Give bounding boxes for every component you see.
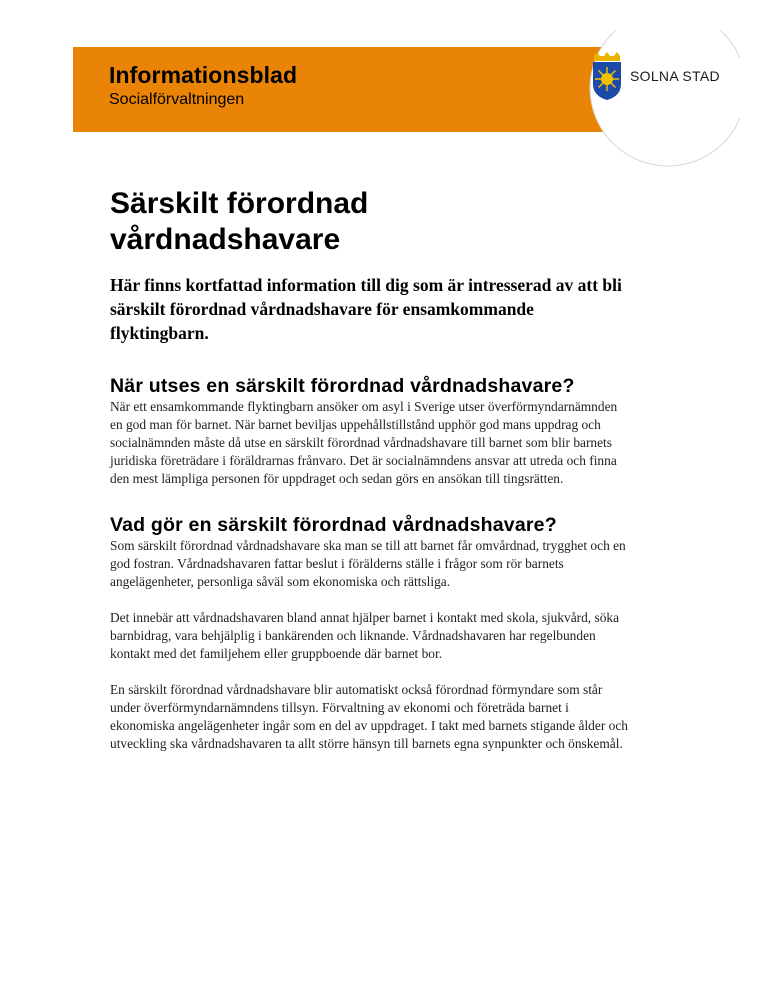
- section-paragraph: Det innebär att vårdnadshavaren bland annat hjälper barnet i kontakt med skola, sjukvård, söka barnbidrag, vara behjälplig i bankärenden och liknande. Vårdnadshavaren har regelbunden kontakt med det familjehem eller gruppboende där barnet bor.: [110, 610, 620, 661]
- logo-text: SOLNA STAD: [630, 68, 720, 84]
- banner-title: Informationsblad: [109, 62, 298, 88]
- section-what: [110, 513, 630, 753]
- section-paragraph: En särskilt förordnad vårdnadshavare blir automatiskt också förordnad förmyndare som står under överförmyndarnämndens tillsyn. Förvaltning av ekonomi och företräda barnet i ekonomiska angelägenheter ingår som en del av uppdraget. I takt med barnets stigande ålder och utveckling ska vårdnadshavaren ta allt större hänsyn till barnets egna synpunkter och önskemål.: [110, 682, 628, 751]
- crown-icon: [594, 52, 620, 61]
- document-title: [110, 186, 610, 258]
- logo-circle: [560, 30, 740, 170]
- section-heading: När utses en särskilt förordnad vårdnadshavare?: [110, 375, 575, 397]
- title-line-2: vårdnadshavare: [110, 223, 341, 256]
- section-paragraph: När ett ensamkommande flyktingbarn ansöker om asyl i Sverige utser överförmyndarnämnden en god man för barnet. När barnet beviljas uppehållstillstånd upphör god mans uppdrag och socialnämnden måste då utse en särskilt förordnad vårdnadshavare till barnet som blir barnets juridiska företrädare i föräldrarnas frånvaro. Det är socialnämndens ansvar att utreda och finna den mest lämpliga personen för uppdraget och sedan görs en ansökan till tingsrätten.: [110, 399, 618, 486]
- banner-subtitle: Socialförvaltningen: [109, 91, 245, 108]
- logo-badge: [560, 30, 740, 170]
- lead-paragraph: Här finns kortfattad information till dig som är intresserad av att bli särskilt förordnad vårdnadshavare för ensamkommande flyktingbarn.: [110, 275, 622, 343]
- section-when: [110, 374, 630, 488]
- shield-icon: [593, 62, 621, 100]
- section-paragraph: Som särskilt förordnad vårdnadshavare ska man se till att barnet får omvårdnad, trygghet och en god fostran. Vårdnadshavaren fattar beslut i förälderns ställe i frågor som rör barnets angelägenheter, personliga såväl som ekonomiska och rättsliga.: [110, 538, 626, 589]
- section-heading: Vad gör en särskilt förordnad vårdnadshavare?: [110, 514, 557, 536]
- title-line-1: Särskilt förordnad: [110, 187, 369, 220]
